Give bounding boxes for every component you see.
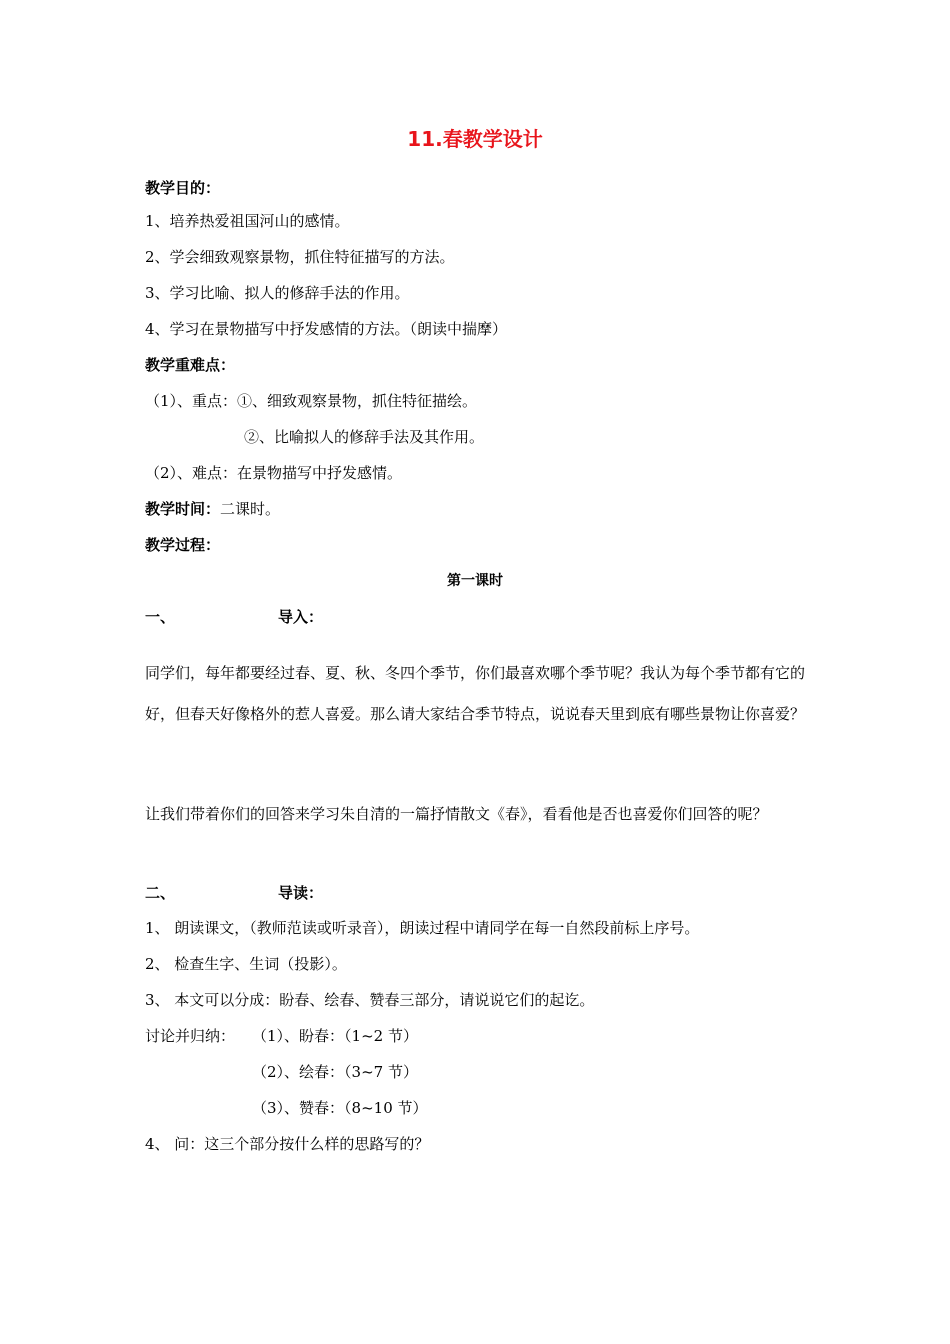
section-2-title: 导读： bbox=[278, 884, 324, 902]
objective-item-2: 2、学会细致观察景物，抓住特征描写的方法。 bbox=[145, 248, 455, 266]
objective-item-4: 4、学习在景物描写中抒发感情的方法。（朗读中揣摩） bbox=[145, 320, 508, 338]
section-1-title: 导入： bbox=[278, 608, 324, 626]
section-1-paragraph-1: 同学们，每年都要经过春、夏、秋、冬四个季节，你们最喜欢哪个季节呢？我认为每个季节都有它的好，但春天好像格外的惹人喜爱。那么请大家结合季节特点，说说春天里到底有哪些景物让你喜爱？ bbox=[145, 664, 806, 723]
discussion-part-3: （3）、赞春：（8~10 节） bbox=[252, 1099, 428, 1117]
teaching-time-heading: 教学时间： bbox=[145, 500, 221, 518]
section-2-question: 4、 问：这三个部分按什么样的思路写的？ bbox=[145, 1135, 430, 1153]
section-1-paragraph-2: 让我们带着你们的回答来学习朱自清的一篇抒情散文《春》，看看他是否也喜爱你们回答的呢？ bbox=[145, 805, 768, 823]
objective-item-1: 1、培养热爱祖国河山的感情。 bbox=[145, 212, 350, 230]
teaching-time-value: 二课时。 bbox=[220, 500, 281, 518]
section-2-item-2: 2、 检查生字、生词（投影）。 bbox=[145, 955, 347, 973]
section-2-item-3: 3、 本文可以分成：盼春、绘春、赞春三部分，请说说它们的起讫。 bbox=[145, 991, 595, 1009]
document-title: 11.春教学设计 bbox=[407, 127, 543, 151]
discussion-part-1: （1）、盼春：（1~2 节） bbox=[252, 1027, 418, 1045]
section-2-heading bbox=[145, 883, 323, 903]
objectives-heading: 教学目的： bbox=[145, 179, 221, 197]
section-2-item-1: 1、 朗读课文，（教师范读或听录音），朗读过程中请同学在每一自然段前标上序号。 bbox=[145, 919, 700, 937]
lesson-heading: 第一课时 bbox=[447, 573, 503, 589]
section-1-heading bbox=[145, 607, 323, 627]
key-points-heading: 教学重难点： bbox=[145, 356, 236, 374]
process-heading: 教学过程： bbox=[145, 536, 221, 554]
key-point-2: ②、比喻拟人的修辞手法及其作用。 bbox=[244, 428, 485, 446]
section-1-number: 一、 bbox=[145, 608, 176, 626]
objective-item-3: 3、学习比喻、拟人的修辞手法的作用。 bbox=[145, 284, 410, 302]
section-2-number: 二、 bbox=[145, 884, 176, 902]
teaching-time bbox=[145, 499, 280, 519]
key-point-1: （1）、重点：①、细致观察景物，抓住特征描绘。 bbox=[145, 392, 478, 410]
difficulty-point: （2）、难点：在景物描写中抒发感情。 bbox=[145, 464, 403, 482]
discussion-label: 讨论并归纳： bbox=[145, 1027, 236, 1045]
discussion-part-2: （2）、绘春：（3~7 节） bbox=[252, 1063, 418, 1081]
